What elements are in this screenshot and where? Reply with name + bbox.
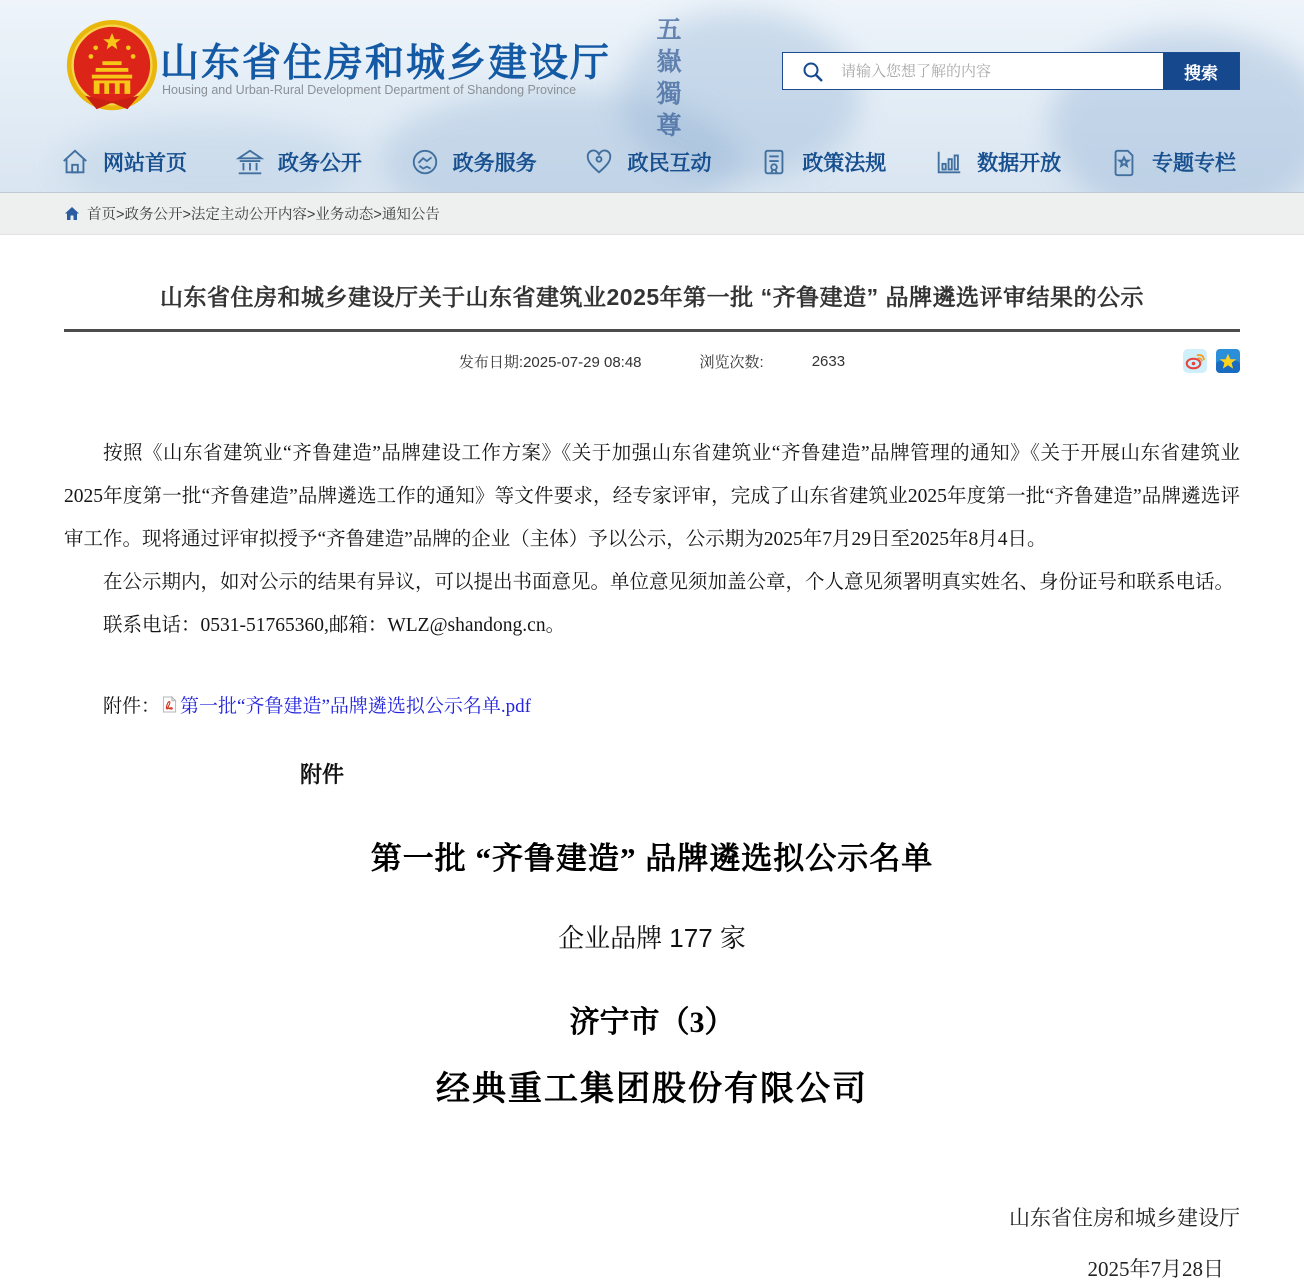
nav-item-label: 政策法规 xyxy=(802,152,887,175)
heart-hands-icon xyxy=(584,147,614,177)
site-title: 山东省住房和城乡建设厅 xyxy=(160,42,612,85)
site-search xyxy=(782,52,1240,90)
attachment-row xyxy=(64,691,1240,718)
nav-item-gov-service[interactable] xyxy=(410,147,537,177)
document-seal-icon xyxy=(759,147,789,177)
doc-annex-label: 附件 xyxy=(300,762,345,787)
banner-calligraphy-text: 五嶽獨尊 xyxy=(653,16,680,144)
nav-item-label: 网站首页 xyxy=(103,152,187,175)
article-title: 山东省住房和城乡建设厅关于山东省建筑业2025年第一批 “齐鲁建造” 品牌遴选评审结果的公示 xyxy=(160,284,1144,310)
views-count: 2633 xyxy=(811,352,846,370)
doc-signer: 山东省住房和城乡建设厅 xyxy=(1009,1206,1240,1230)
qzone-share-icon[interactable] xyxy=(1216,349,1240,373)
nav-item-policy[interactable] xyxy=(759,147,886,177)
article-body xyxy=(64,432,1240,647)
search-icon xyxy=(801,60,825,84)
nav-item-label: 政民互动 xyxy=(627,152,712,175)
chart-icon xyxy=(934,147,964,177)
doc-subtitle: 企业品牌 177 家 xyxy=(558,923,746,953)
breadcrumb-text: 首页>政务公开>法定主动公开内容>业务动态>通知公告 xyxy=(87,207,440,223)
search-button[interactable]: 搜索 xyxy=(1163,53,1239,89)
national-emblem-logo xyxy=(64,16,160,118)
nav-item-gov-open[interactable] xyxy=(235,147,362,177)
weibo-share-icon[interactable] xyxy=(1183,349,1207,373)
nav-item-home[interactable] xyxy=(60,147,187,177)
article-content xyxy=(0,279,1304,1283)
nav-item-interaction[interactable] xyxy=(584,147,711,177)
doc-company-name: 经典重工集团股份有限公司 xyxy=(436,1071,868,1108)
views-label: 浏览次数: xyxy=(699,353,764,371)
handshake-icon xyxy=(410,147,440,177)
doc-title: 第一批 “齐鲁建造” 品牌遴选拟公示名单 xyxy=(370,841,934,876)
paragraph: 联系电话：0531-51765360,邮箱：WLZ@shandong.cn。 xyxy=(103,615,566,636)
nav-item-data[interactable] xyxy=(934,147,1061,177)
breadcrumb[interactable] xyxy=(0,193,1304,235)
publish-date: 发布日期:2025-07-29 08:48 xyxy=(458,353,642,371)
doc-city-heading: 济宁市（3） xyxy=(569,1006,735,1039)
nav-item-label: 数据开放 xyxy=(977,152,1062,175)
home-icon xyxy=(60,147,90,177)
title-divider xyxy=(64,329,1240,332)
paragraph: 按照《山东省建筑业“齐鲁建造”品牌建设工作方案》《关于加强山东省建筑业“齐鲁建造”品牌管理的通知》《关于开展山东省建筑业2025年度第一批“齐鲁建造”品牌遴选工作的通知》等文件要求，经专家评审，完成了山东省建筑业2025年度第一批“齐鲁建造”品牌遴选评审工作。现将通过评审拟授予“齐鲁建造”品牌的企业（主体）予以公示，公示期为2025年7月29日至2025年8月4日。 xyxy=(64,443,1240,550)
main-nav xyxy=(60,138,1236,186)
document-preview xyxy=(64,758,1240,1283)
nav-item-label: 政务服务 xyxy=(452,152,537,175)
home-small-icon xyxy=(64,206,80,222)
nav-item-label: 专题专栏 xyxy=(1151,152,1236,175)
pdf-icon xyxy=(162,696,177,713)
share-bar xyxy=(1183,349,1240,373)
star-document-icon xyxy=(1109,147,1139,177)
bank-icon xyxy=(235,147,265,177)
site-subtitle: Housing and Urban-Rural Development Department of Shandong Province xyxy=(162,83,577,97)
doc-sign-date: 2025年7月28日 xyxy=(1087,1257,1224,1281)
nav-item-label: 政务公开 xyxy=(277,152,362,175)
attachment-link[interactable]: 第一批“齐鲁建造”品牌遴选拟公示名单.pdf xyxy=(180,696,531,717)
paragraph: 在公示期内，如对公示的结果有异议，可以提出书面意见。单位意见须加盖公章，个人意见须署明真实姓名、身份证号和联系电话。 xyxy=(103,572,1235,593)
nav-item-special-topics[interactable] xyxy=(1109,147,1236,177)
attachment-label: 附件： xyxy=(103,696,161,717)
site-banner xyxy=(0,0,1304,193)
search-input[interactable] xyxy=(783,53,1163,89)
article-meta xyxy=(64,348,1240,374)
